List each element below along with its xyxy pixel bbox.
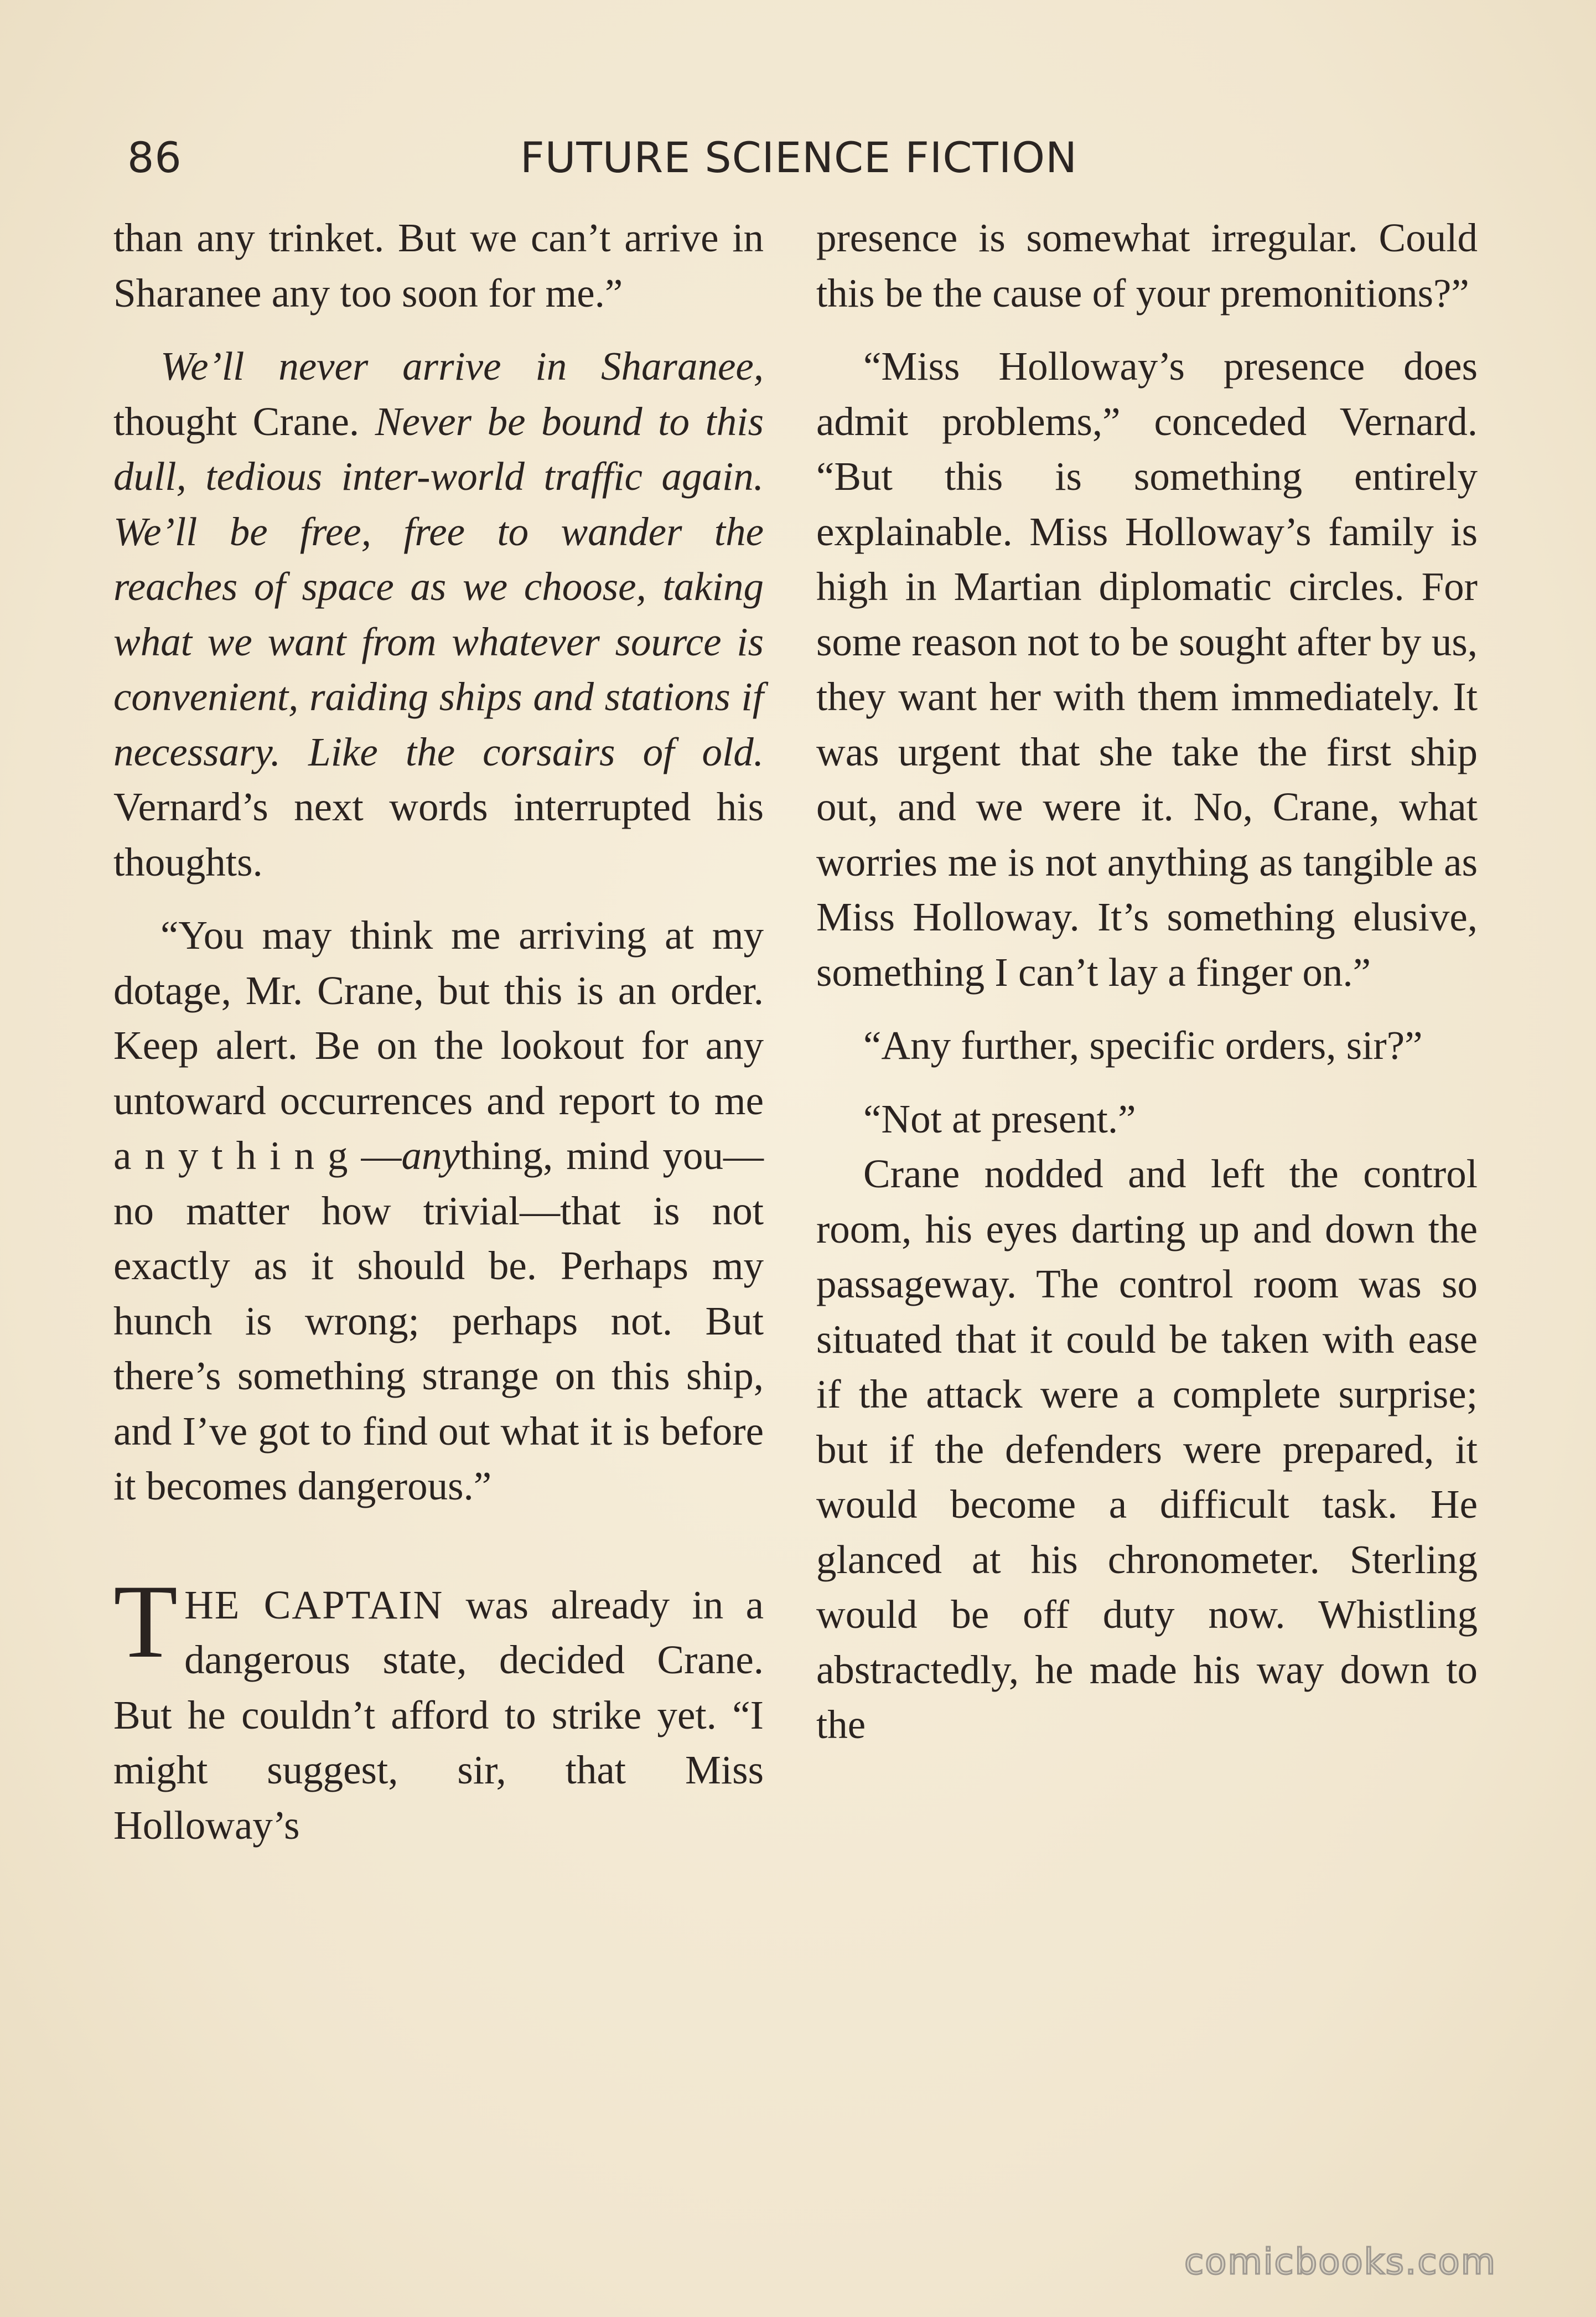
page-number: 86 (127, 133, 182, 182)
paragraph: Crane nodded and left the control room, his eyes darting up and down the passageway. The control room was so situated that it could be taken with ease if the attack were a complete surprise; but if the defenders were prepared, it would become a difficult task. He glanced at his chronometer. Sterling would be off duty now. Whistling abstractedly, he made his way down to the (816, 1151, 1478, 1747)
italic-text: Never be bound to this dull, tedious inter-world traffic again. We’ll be free, free to wander the reaches of space as we choose, taking what we want from whatever source is convenient, raiding ships and stations if necessary. Like the corsairs of old. (113, 399, 764, 774)
italic-emphasis: any (401, 1133, 460, 1178)
watermark: comicbooks.com (1184, 2242, 1497, 2283)
roman-text: Vernard’s next words interrupted his thoughts. (113, 784, 764, 885)
paragraph-dialogue (113, 908, 764, 1514)
small-caps-lead: HE CAPTAIN (184, 1582, 444, 1627)
paragraph-text: was already in a dangerous state, decided Crane. But he couldn’t afford to strike yet. “I might suggest, sir, that Miss Holloway’s (113, 1582, 764, 1848)
page-header (111, 133, 1085, 194)
paragraph-section-start (113, 1563, 764, 1853)
dash: — (361, 1133, 402, 1178)
paragraph: presence is somewhat irregular. Could this be the cause of your premonitions?” (816, 215, 1478, 316)
paragraph: “Not at present.” (863, 1096, 1136, 1141)
dialogue-text: “You may think me arriving at my dotage, Mr. Crane, but this is an order. Keep alert. Be on the lookout for any untoward occurrences and report to me (113, 913, 764, 1123)
right-column (816, 210, 1478, 1752)
italic-text: We’ll never arrive in Sharanee, (160, 344, 764, 389)
left-column (113, 210, 764, 1853)
paragraph-thought (113, 339, 764, 889)
dialogue-text: thing, mind you—no matter how trivial—that is not exactly as it should be. Perhaps my hunch is wrong; perhaps not. But there’s something strange on this ship, and I’ve got to find out what it is before it becomes dangerous.” (113, 1133, 764, 1508)
paragraph: “Any further, specific orders, sir?” (863, 1023, 1423, 1068)
spaced-emphasis: anything (113, 1133, 361, 1178)
paragraph: than any trinket. But we can’t arrive in Sharanee any too soon for me.” (113, 215, 764, 316)
running-title: FUTURE SCIENCE FICTION (520, 133, 1077, 182)
drop-cap: T (113, 1563, 178, 1680)
paragraph: “Miss Holloway’s presence does admit problems,” conceded Vernard. “But this is something entirely explainable. Miss Holloway’s family is high in Martian diplomatic circles. For some reason not to be sought after by us, they want her with them immediately. It was urgent that she take the first ship out, and we were it. No, Crane, what worries me is not anything as tangible as Miss Holloway. It’s something elusive, something I can’t lay a finger on.” (816, 344, 1478, 995)
roman-text: thought Crane. (113, 399, 375, 444)
